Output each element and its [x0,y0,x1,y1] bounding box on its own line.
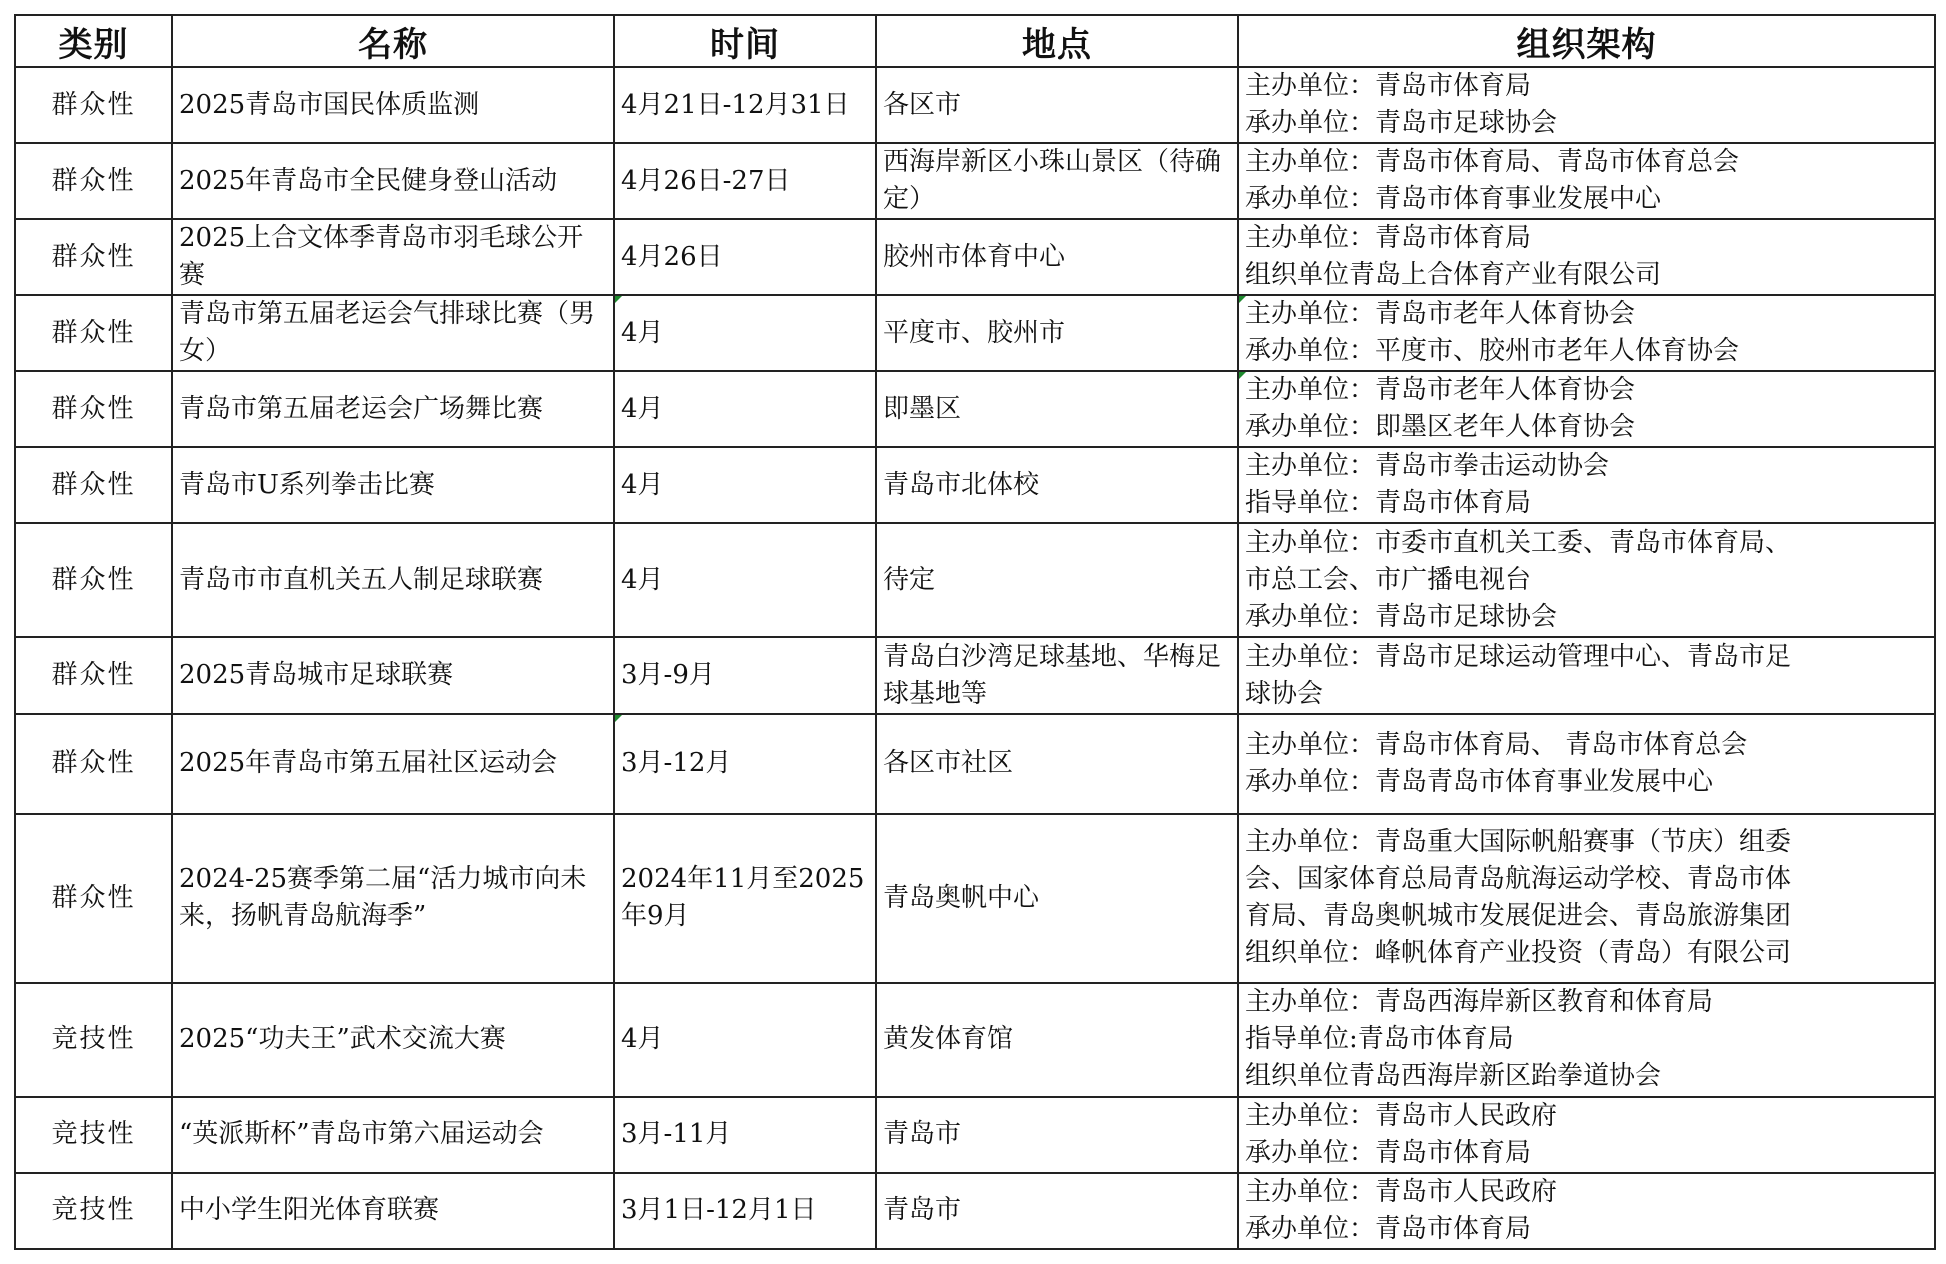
organization-cell [1238,523,1935,637]
organization-cell [1238,67,1935,143]
time-cell: 4月 [614,447,876,523]
organization-line: 主办单位：青岛市足球运动管理中心、青岛市足 [1245,641,1792,672]
organization-line: 承办单位：即墨区老年人体育协会 [1245,412,1636,443]
place-cell: 青岛市北体校 [876,447,1238,523]
organization-line: 组织单位青岛西海岸新区跆拳道协会 [1245,1061,1662,1092]
organization-line: 市总工会、市广播电视台 [1245,564,1532,595]
time-cell: 3月-12月 [614,714,876,814]
organization-cell [1238,1097,1935,1173]
table-row [15,219,1935,295]
organization-cell [1238,219,1935,295]
table-row [15,523,1935,637]
header-row [15,15,1935,67]
time-cell: 4月 [614,295,876,371]
organization-line: 承办单位：青岛市体育局 [1245,1137,1532,1168]
organization-line: 主办单位：青岛市人民政府 [1245,1100,1558,1131]
place-cell: 青岛市 [876,1097,1238,1173]
time-cell: 4月 [614,371,876,447]
name-cell: “英派斯杯”青岛市第六届运动会 [172,1097,614,1173]
time-cell: 2024年11月至2025年9月 [614,814,876,983]
organization-line: 主办单位：青岛市拳击运动协会 [1245,451,1610,482]
table-row [15,1097,1935,1173]
organization-line: 主办单位：青岛市体育局、 青岛市体育总会 [1245,729,1748,760]
table-row [15,983,1935,1097]
header-organization: 组织架构 [1238,15,1935,67]
time-cell: 4月26日 [614,219,876,295]
table-row [15,447,1935,523]
category-cell: 群众性 [15,67,172,143]
organization-line: 承办单位：青岛市体育局 [1245,1213,1532,1244]
organization-line: 主办单位：青岛市人民政府 [1245,1176,1558,1207]
name-cell: 2025青岛市国民体质监测 [172,67,614,143]
organization-line: 会、国家体育总局青岛航海运动学校、青岛市体 [1245,864,1792,895]
organization-line: 承办单位：平度市、胶州市老年人体育协会 [1245,336,1740,367]
organization-cell [1238,143,1935,219]
organization-line: 主办单位：青岛重大国际帆船赛事（节庆）组委 [1245,827,1792,858]
time-cell: 4月 [614,523,876,637]
name-cell: 2025“功夫王”武术交流大赛 [172,983,614,1097]
table-row [15,814,1935,983]
organization-cell [1238,1173,1935,1249]
name-cell: 2025青岛城市足球联赛 [172,637,614,713]
place-cell: 各区市社区 [876,714,1238,814]
table-row [15,714,1935,814]
name-cell: 2025年青岛市全民健身登山活动 [172,143,614,219]
time-cell: 3月-9月 [614,637,876,713]
category-cell: 群众性 [15,219,172,295]
category-cell: 竞技性 [15,983,172,1097]
category-cell: 群众性 [15,637,172,713]
time-cell: 3月1日-12月1日 [614,1173,876,1249]
organization-line: 育局、青岛奥帆城市发展促进会、青岛旅游集团 [1245,901,1792,932]
name-cell: 2025年青岛市第五届社区运动会 [172,714,614,814]
name-cell: 青岛市第五届老运会广场舞比赛 [172,371,614,447]
organization-line: 主办单位：青岛市老年人体育协会 [1245,299,1636,330]
place-cell: 待定 [876,523,1238,637]
name-cell: 青岛市市直机关五人制足球联赛 [172,523,614,637]
events-table [14,14,1936,1250]
organization-line: 承办单位：青岛市足球协会 [1245,601,1558,632]
header-category: 类别 [15,15,172,67]
name-cell: 青岛市U系列拳击比赛 [172,447,614,523]
place-cell: 青岛奥帆中心 [876,814,1238,983]
time-cell: 4月21日-12月31日 [614,67,876,143]
header-name: 名称 [172,15,614,67]
time-cell: 3月-11月 [614,1097,876,1173]
organization-line: 主办单位：青岛西海岸新区教育和体育局 [1245,987,1714,1018]
place-cell: 西海岸新区小珠山景区（待确定） [876,143,1238,219]
organization-cell [1238,983,1935,1097]
category-cell: 群众性 [15,143,172,219]
header-place: 地点 [876,15,1238,67]
category-cell: 群众性 [15,295,172,371]
organization-line: 承办单位：青岛市体育事业发展中心 [1245,184,1662,215]
time-cell: 4月 [614,983,876,1097]
organization-line: 主办单位：青岛市老年人体育协会 [1245,375,1636,406]
organization-cell [1238,714,1935,814]
organization-line: 指导单位：青岛市体育局 [1245,488,1532,519]
category-cell: 群众性 [15,371,172,447]
header-time: 时间 [614,15,876,67]
organization-cell [1238,637,1935,713]
place-cell: 胶州市体育中心 [876,219,1238,295]
category-cell: 竞技性 [15,1173,172,1249]
name-cell: 2024-25赛季第二届“活力城市向未来，扬帆青岛航海季” [172,814,614,983]
name-cell: 2025上合文体季青岛市羽毛球公开赛 [172,219,614,295]
organization-cell [1238,295,1935,371]
table-row [15,143,1935,219]
category-cell: 群众性 [15,447,172,523]
place-cell: 平度市、胶州市 [876,295,1238,371]
organization-line: 承办单位：青岛市足球协会 [1245,108,1558,139]
organization-line: 主办单位：市委市直机关工委、青岛市体育局、 [1245,527,1792,558]
name-cell: 青岛市第五届老运会气排球比赛（男女） [172,295,614,371]
organization-line: 球协会 [1245,678,1324,709]
organization-line: 主办单位：青岛市体育局 [1245,71,1532,102]
table-body [15,67,1935,1249]
organization-line: 主办单位：青岛市体育局 [1245,223,1532,254]
place-cell: 各区市 [876,67,1238,143]
name-cell: 中小学生阳光体育联赛 [172,1173,614,1249]
category-cell: 群众性 [15,523,172,637]
category-cell: 群众性 [15,714,172,814]
organization-line: 承办单位：青岛青岛市体育事业发展中心 [1245,766,1714,797]
table-row [15,637,1935,713]
place-cell: 黄发体育馆 [876,983,1238,1097]
organization-cell [1238,814,1935,983]
organization-line: 主办单位：青岛市体育局、青岛市体育总会 [1245,147,1740,178]
organization-line: 指导单位:青岛市体育局 [1245,1024,1514,1055]
category-cell: 群众性 [15,814,172,983]
category-cell: 竞技性 [15,1097,172,1173]
place-cell: 青岛白沙湾足球基地、华梅足球基地等 [876,637,1238,713]
place-cell: 即墨区 [876,371,1238,447]
table-row [15,371,1935,447]
table-row [15,295,1935,371]
organization-cell [1238,447,1935,523]
time-cell: 4月26日-27日 [614,143,876,219]
table-row [15,67,1935,143]
organization-cell [1238,371,1935,447]
table-row [15,1173,1935,1249]
organization-line: 组织单位：峰帆体育产业投资（青岛）有限公司 [1245,938,1792,969]
place-cell: 青岛市 [876,1173,1238,1249]
organization-line: 组织单位青岛上合体育产业有限公司 [1245,260,1662,291]
